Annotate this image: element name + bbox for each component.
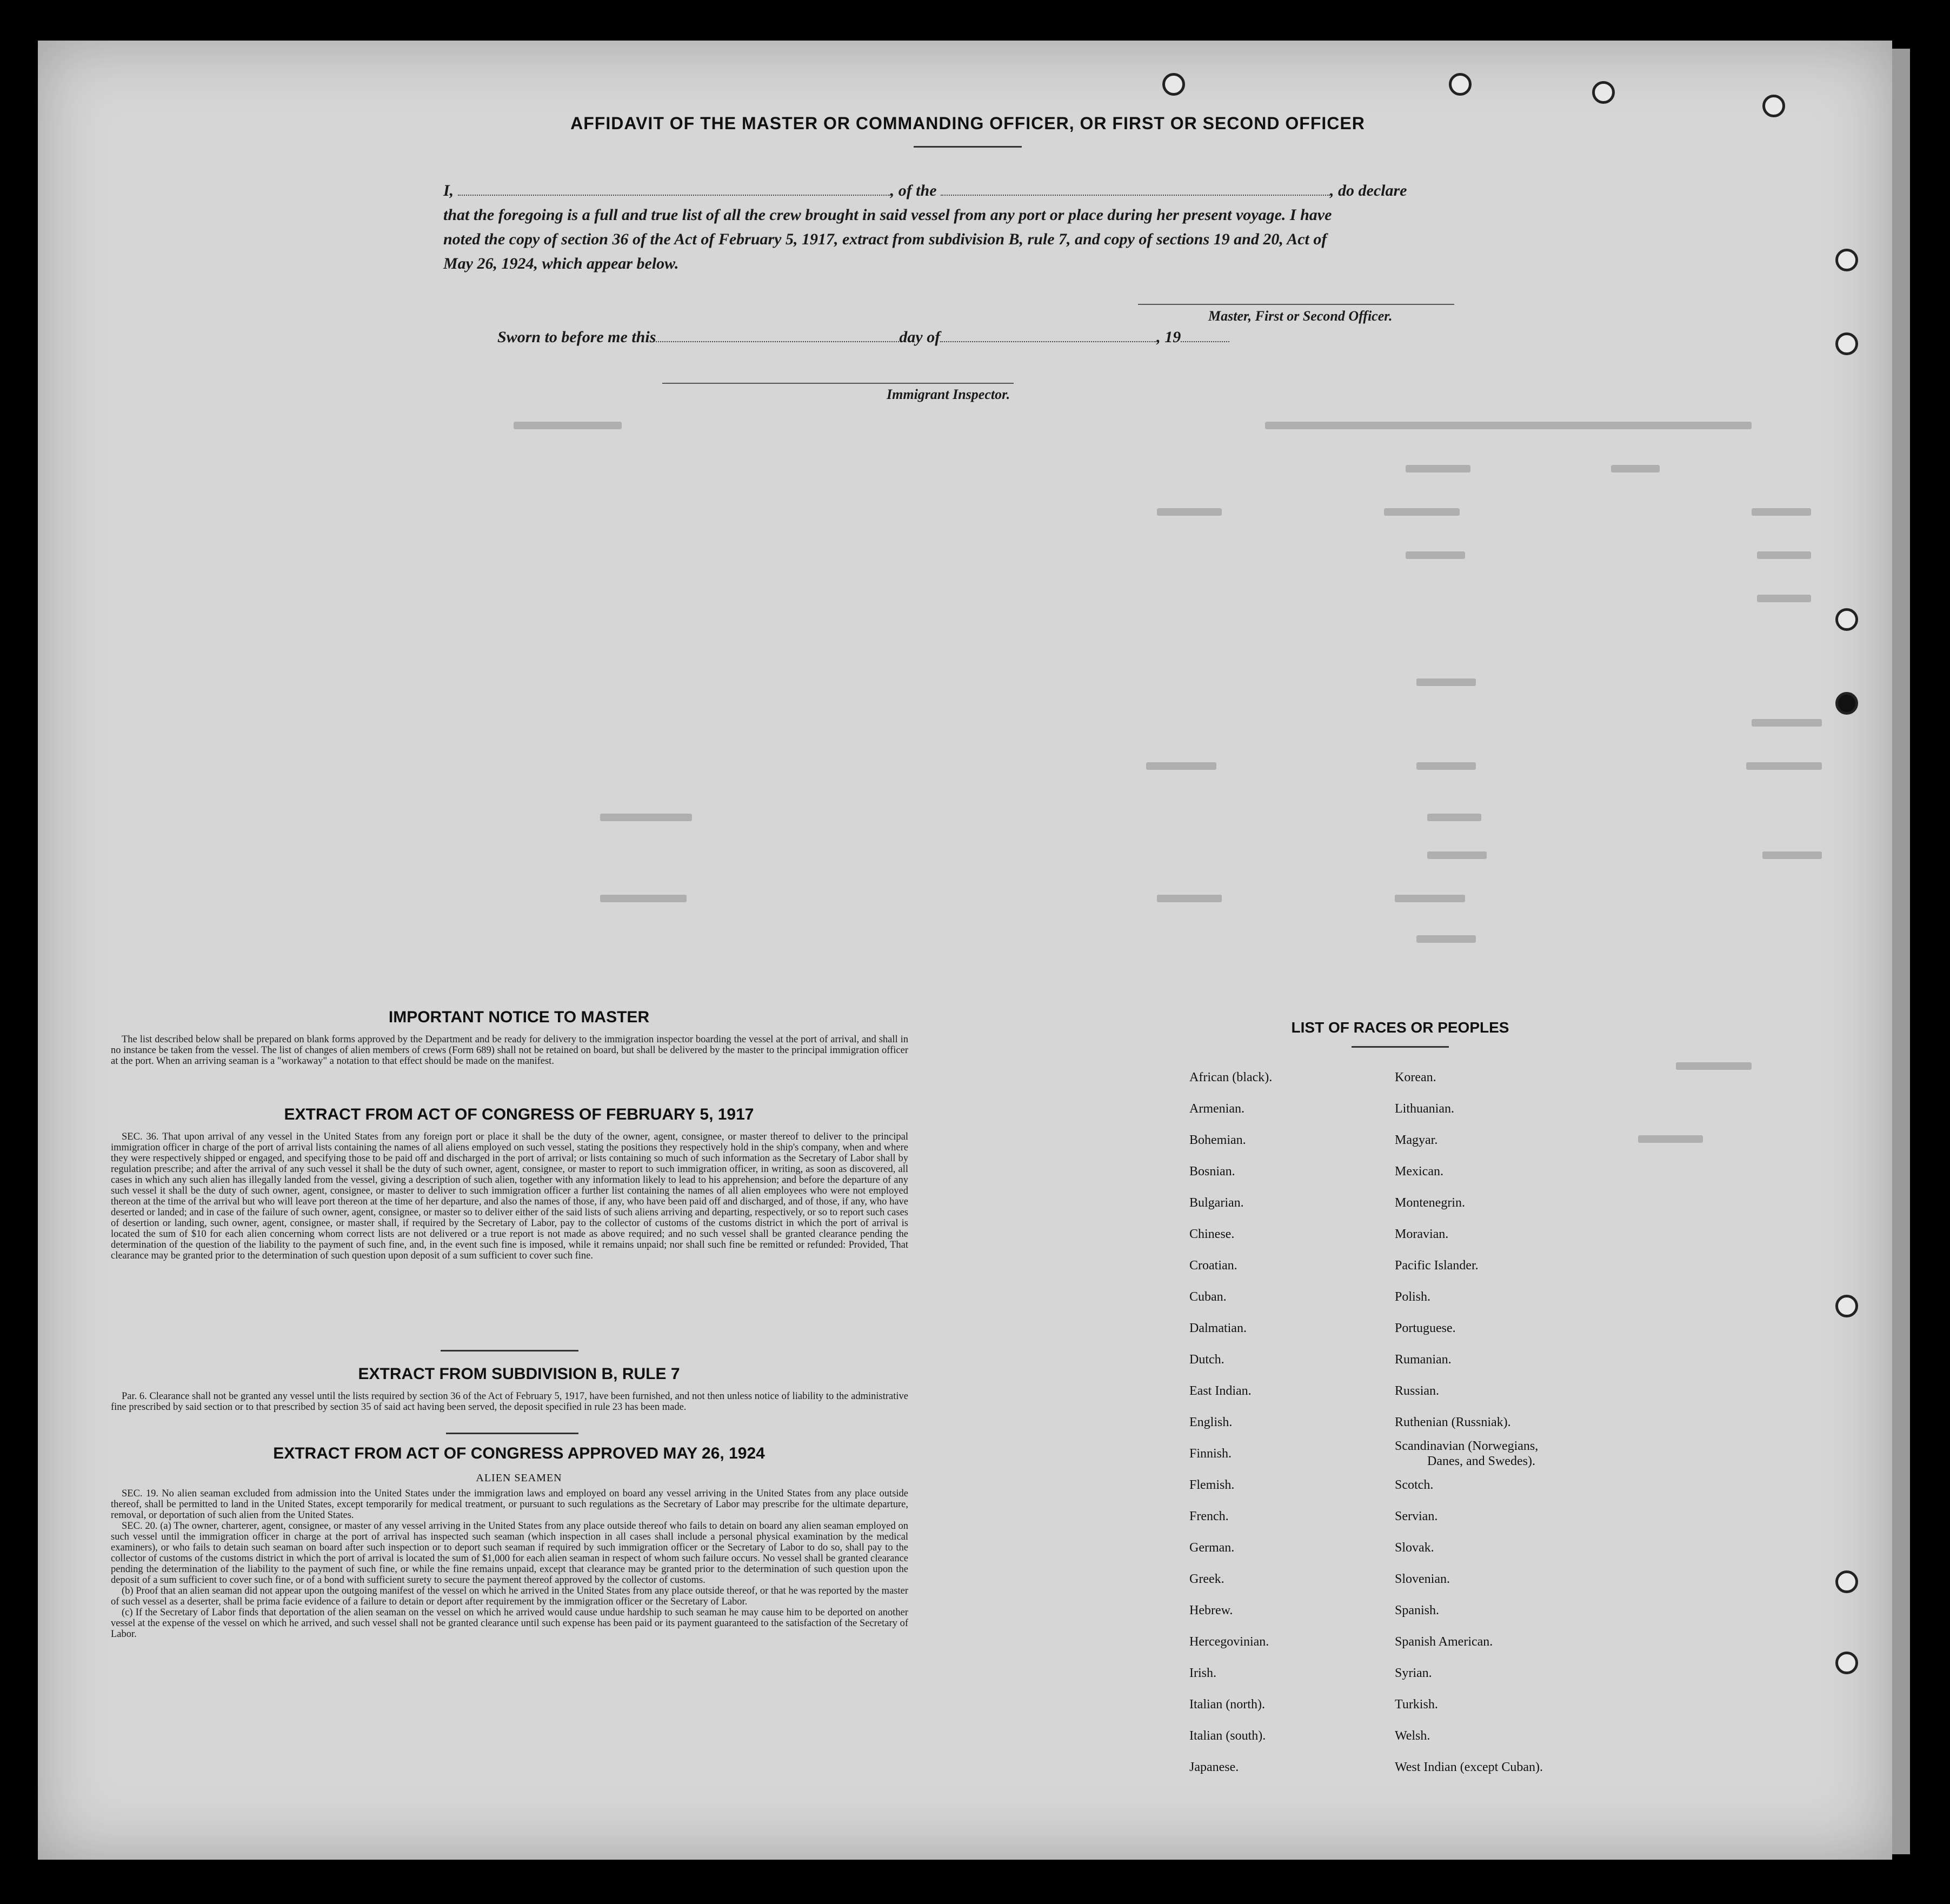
race-item: Hebrew. [1189,1603,1233,1617]
name-field[interactable] [458,181,890,196]
race-item: Servian. [1395,1509,1438,1523]
punch-hole [1162,73,1185,96]
punch-hole [1835,692,1858,715]
punch-hole [1449,73,1472,96]
race-item: Scandinavian (Norwegians, [1395,1439,1539,1453]
race-item: Welsh. [1395,1729,1430,1743]
affidavit-text-1: that the foregoing is a full and true list of all the crew brought in said vessel from any port or place during her present voyage. I have [443,206,1332,224]
notice-text [111,1034,908,1067]
race-item: Dalmatian. [1189,1321,1247,1335]
sworn-day-field[interactable] [656,327,899,342]
race-item: Slovak. [1395,1541,1434,1555]
race-item: Finnish. [1189,1447,1232,1461]
race-item: Flemish. [1189,1478,1235,1492]
punch-hole [1835,332,1858,355]
extract-1917-text [111,1131,908,1261]
race-item: Japanese. [1189,1760,1239,1774]
alien-seamen-subheading: ALIEN SEAMEN [476,1472,562,1484]
affidavit-title: AFFIDAVIT OF THE MASTER OR COMMANDING OFFICER, OR FIRST OR SECOND OFFICER [570,114,1365,133]
punch-hole [1592,81,1615,104]
race-item: Croatian. [1189,1259,1237,1273]
race-item: Italian (south). [1189,1729,1266,1743]
sworn-month-field[interactable] [940,327,1156,342]
race-item: East Indian. [1189,1384,1252,1398]
race-item: Turkish. [1395,1697,1438,1712]
race-item: West Indian (except Cuban). [1395,1760,1543,1774]
master-caption: Master, First or Second Officer. [1208,308,1393,324]
section-divider [441,1350,578,1352]
race-item: Dutch. [1189,1353,1224,1367]
sec-19-paragraph: SEC. 19. No alien seaman excluded from admission into the United States under the immigration laws and employed on board any vessel arriving in the United States from any place outside thereof, shall be permitted to land in the United States, except temporarily for medical treatment, or pursuant to such regulations as the Secretary of Labor may prescribe for the ultimate departure, removal, or deportation of such alien from the United States. [111,1488,908,1521]
race-item: Hercegovinian. [1189,1635,1269,1649]
race-item: English. [1189,1415,1233,1429]
races-divider [1352,1046,1449,1048]
race-item: Polish. [1395,1290,1431,1304]
race-item: Spanish American. [1395,1635,1493,1649]
race-item: Spanish. [1395,1603,1440,1617]
affidavit-text-2: noted the copy of section 36 of the Act of February 5, 1917, extract from subdivision B, rule 7, and copy of sections 19 and 20, Act of [443,230,1327,248]
race-item: Chinese. [1189,1227,1235,1241]
race-item: Irish. [1189,1666,1216,1680]
extract-1924-heading: EXTRACT FROM ACT OF CONGRESS APPROVED MAY 26, 1924 [273,1444,765,1462]
race-item: Syrian. [1395,1666,1432,1680]
race-item: Greek. [1189,1572,1224,1586]
vessel-field[interactable] [941,181,1330,196]
punch-hole [1835,1652,1858,1674]
race-item: Cuban. [1189,1290,1227,1304]
race-item: Rumanian. [1395,1353,1452,1367]
race-item: Magyar. [1395,1133,1438,1147]
race-item: German. [1189,1541,1235,1555]
master-signature-field[interactable] [1138,304,1454,305]
day-of-label: day of [899,328,941,346]
race-item: African (black). [1189,1070,1273,1084]
race-item: French. [1189,1509,1229,1523]
sec-36-paragraph: SEC. 36. That upon arrival of any vessel in the United States from any foreign port or place it shall be the duty of the owner, agent, consignee, or master thereof to deliver to the principal immigration officer in charge of the port of arrival lists containing the names of all aliens employed on such vessel, stating the positions they respectively hold in the ship's company, when and where they were respectively shipped or engaged, and specifying those to be paid off and discharged in the port of arrival; or lists containing so much of such information as the Secretary of Labor shall by regulation prescribe; and after the arrival of any such vessel it shall be the duty of such owner, agent, consignee, or master to report to such immigration officer, in writing, as soon as discovered, all cases in which any such alien has illegally landed from the vessel, giving a description of such alien, together with any information likely to lead to his apprehension; and before the departure of any such vessel it shall be the duty of such owner, agent, consignee, or master to deliver to such immigration officer a further list containing the names of all alien employees who were not employed thereon at the time of the arrival but who will leave port thereon at the time of her departure, and also the names of those, if any, who have been paid off and discharged, and of those, if any, who have deserted or landed; and in case of the failure of such owner, agent, consignee, or master so to deliver either of the said lists of such aliens arriving and departing, respectively, or so to report such cases of desertion or landing, such owner, agent, consignee, or master shall, if required by the Secretary of Labor, pay to the collector of customs of the customs district in which the port of arrival is located the sum of $10 for each alien concerning whom correct lists are not delivered or a true report is not made as above required; and no such vessel shall be granted clearance pending the determination of the question of the liability to the payment of such fine, and, in the event such fine is imposed, while it remains unpaid; nor shall such fine be remitted or refunded: Provided, That clearance may be granted prior to the determination of such question upon deposit of a sum sufficient to cover such fine. [111,1131,909,1261]
sec-20c-paragraph: (c) If the Secretary of Labor finds that deportation of the alien seaman on the vessel on which he arrived would cause undue hardship to such seaman he may cause him to be deported on another vessel at the expense of the vessel on which he arrived, and such vessel shall not be granted clearance until such expense has been paid or its payment guaranteed to the satisfaction of the Secretary of Labor. [111,1607,908,1640]
punch-hole [1835,1570,1858,1593]
race-item: Mexican. [1395,1164,1443,1179]
race-item: Ruthenian (Russniak). [1395,1415,1511,1429]
sec-20b-paragraph: (b) Proof that an alien seaman did not appear upon the outgoing manifest of the vessel on which he arrived in the United States from any place outside thereof, or that he was reported by the master of such vessel as a deserter, shall be prima facie evidence of a failure to detain or deport after requirement by the immigration officer or the Secretary of Labor. [111,1586,908,1607]
i-label: I, [443,182,454,199]
race-item: Danes, and Swedes). [1427,1454,1535,1468]
race-item: Pacific Islander. [1395,1259,1479,1273]
race-item: Bohemian. [1189,1133,1246,1147]
inspector-caption: Immigrant Inspector. [887,387,1010,402]
affidavit-text-3: May 26, 1924, which appear below. [443,255,679,272]
race-item: Korean. [1395,1070,1436,1084]
extract-1924-text [111,1488,908,1640]
sworn-label: Sworn to before me this [497,328,656,346]
punch-hole [1835,608,1858,631]
punch-hole [1835,249,1858,271]
par-6-paragraph: Par. 6. Clearance shall not be granted any vessel until the lists required by section 36 of the Act of February 5, 1917, have been furnished, and not then unless notice of liability to the administrative fine prescribed by said section or to that prescribed by section 35 of said act having been served, the deposit specified in rule 23 has been made. [111,1391,908,1413]
affidavit-declaration-line [443,178,1487,203]
race-item: Montenegrin. [1395,1196,1465,1210]
race-item: Scotch. [1395,1478,1434,1492]
rule7-text [111,1391,908,1413]
punch-hole [1762,95,1785,117]
title-divider [914,146,1022,148]
race-item: Moravian. [1395,1227,1449,1241]
inspector-signature-field[interactable] [662,383,1014,384]
race-item: Lithuanian. [1395,1102,1454,1116]
extract-1917-heading: EXTRACT FROM ACT OF CONGRESS OF FEBRUARY 5, 1917 [284,1106,754,1123]
affidavit-body [443,178,1487,276]
rule7-heading: EXTRACT FROM SUBDIVISION B, RULE 7 [358,1365,680,1383]
sworn-year-field[interactable] [1181,327,1229,342]
race-item: Slovenian. [1395,1572,1450,1586]
year-label: , 19 [1156,328,1181,346]
race-item: Armenian. [1189,1102,1244,1116]
punch-hole [1835,1295,1858,1317]
do-declare-label: , do declare [1330,182,1407,199]
notice-paragraph: The list described below shall be prepared on blank forms approved by the Department and be ready for delivery to the immigration inspector boarding the vessel at the port of arrival, and shall in no instance be taken from the vessel. The list of changes of alien members of crews (Form 689) shall not be retained on board, but shall be delivered by the master to the principal immigration officer at the port. When an arriving seaman is a "workaway" a notation to that effect should be made on the manifest. [111,1034,908,1067]
sec-20a-paragraph: SEC. 20. (a) The owner, charterer, agent, consignee, or master of any vessel arriving in the United States from any place outside thereof who fails to detain on board any alien seaman employed on such vessel until the immigration officer in charge at the port of arrival has inspected such seaman (which inspection in all cases shall include a personal physical examination by the medical examiners), or who fails to detain such seaman on board after such inspection or to deport such seaman if required by such immigration officer or the Secretary of Labor to do so, shall pay to the collector of customs of the customs district in which the port of arrival is located the sum of $1,000 for each alien seaman in respect of whom such failure occurs. No vessel shall be granted clearance pending the determination of the liability to the payment of such fine, or while the fine remains unpaid, except that clearance may be granted prior to the determination of such question upon the deposit of a sum sufficient to cover such fine, or of a bond with sufficient surety to secure the payment thereof approved by the collector of customs. [111,1521,908,1586]
races-heading: LIST OF RACES OR PEOPLES [1291,1019,1509,1036]
race-item: Bosnian. [1189,1164,1235,1179]
sworn-line [497,327,1254,347]
race-item: Portuguese. [1395,1321,1456,1335]
race-item: Bulgarian. [1189,1196,1244,1210]
section-divider [446,1433,578,1434]
race-item: Italian (north). [1189,1697,1265,1712]
race-item: Russian. [1395,1384,1440,1398]
of-the-label: , of the [890,182,937,199]
notice-heading: IMPORTANT NOTICE TO MASTER [388,1008,650,1026]
